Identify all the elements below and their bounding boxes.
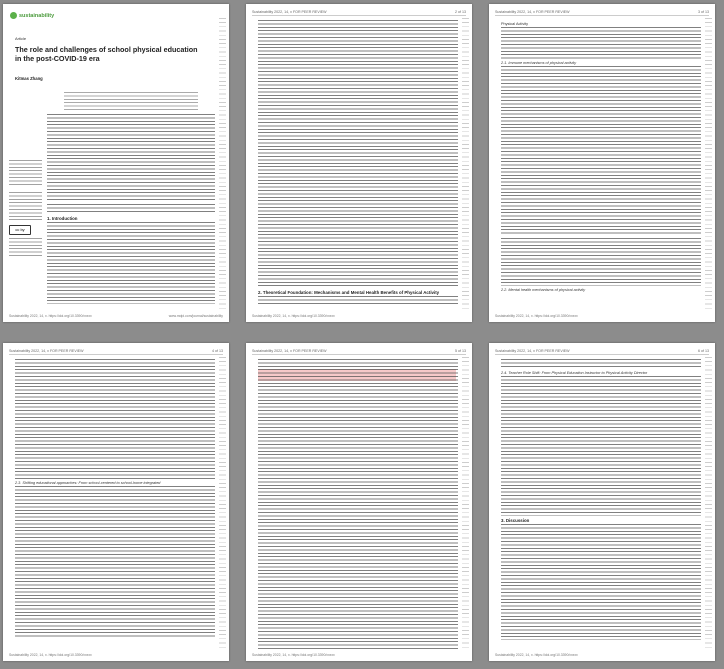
mental-health-subheading: 2.2. Mental health mechanisms of physical activity — [501, 288, 586, 292]
running-header — [495, 10, 709, 16]
body-text — [258, 296, 458, 304]
body-text — [15, 486, 215, 638]
article-title: The role and challenges of school physical education in the post-COVID-19 era — [15, 45, 198, 63]
page-5-body — [258, 359, 458, 649]
affiliation-lines — [64, 92, 198, 110]
body-text — [501, 524, 701, 640]
footer-citation: Sustainability 2022, 14, x. https://doi.org/10.3390/xxxxx — [252, 653, 335, 657]
document-page-3 — [489, 4, 715, 322]
running-header — [495, 349, 709, 355]
page-number: 2 of 13 — [455, 10, 466, 14]
footer-citation: Sustainability 2022, 14, x. https://doi.org/10.3390/xxxxx — [9, 653, 92, 657]
body-text — [501, 66, 701, 234]
footer-citation: Sustainability 2022, 14, x. https://doi.org/10.3390/xxxxx — [495, 314, 578, 318]
cc-license-badge: cc by — [9, 225, 31, 235]
body-text — [501, 238, 701, 286]
article-type-label: Article — [15, 36, 27, 41]
copyright-text — [9, 238, 42, 258]
running-header — [252, 349, 466, 355]
discussion-heading: 3. Discussion — [501, 518, 530, 523]
running-head-title: Sustainability 2022, 14, x FOR PEER REVIEW — [495, 349, 570, 353]
document-page-5 — [246, 343, 472, 661]
page-footer — [495, 653, 709, 657]
introduction-heading: 1. Introduction — [47, 216, 78, 221]
line-numbers — [705, 18, 712, 310]
body-text — [258, 20, 458, 288]
running-head-title: Sustainability 2022, 14, x FOR PEER REVIEW — [495, 10, 570, 14]
running-head-title: Sustainability 2022, 14, x FOR PEER REVIEW — [9, 349, 84, 353]
running-header — [9, 349, 223, 355]
introduction-text — [47, 222, 215, 304]
outside-school-subheading: 2.4. Teacher Role Shift: From Physical Education Instructor to Physical Activity Director — [501, 371, 648, 375]
document-page-1 — [3, 4, 229, 322]
line-numbers — [705, 357, 712, 649]
abstract-text — [47, 114, 215, 200]
page-3-body — [501, 20, 701, 310]
citation-text — [9, 160, 42, 186]
footer-citation: Sustainability 2022, 14, x. https://doi.org/10.3390/xxxxx — [9, 314, 92, 318]
line-numbers — [219, 357, 226, 649]
section-2-heading: 2. Theoretical Foundation: Mechanisms and Mental Health Benefits of Physical Activity — [258, 290, 440, 295]
page-footer — [252, 653, 466, 657]
citation-sidebar — [9, 160, 42, 258]
running-head-title: Sustainability 2022, 14, x FOR PEER REVIEW — [252, 349, 327, 353]
body-text — [501, 27, 701, 59]
journal-logo-text: sustainability — [19, 12, 55, 19]
page-number: 5 of 13 — [455, 349, 466, 353]
page-number: 6 of 13 — [698, 349, 709, 353]
document-page-2 — [246, 4, 472, 322]
keywords-text — [47, 204, 215, 214]
page-6-body — [501, 359, 701, 649]
page-number: 3 of 13 — [698, 10, 709, 14]
running-header — [252, 10, 466, 16]
journal-logo-icon — [10, 12, 17, 19]
page-footer — [252, 314, 466, 318]
page-4-body — [15, 359, 215, 649]
line-numbers — [219, 18, 226, 310]
reviews-subheading: 2.3. Shifting educational approaches: From school-centered to school-home integrated — [15, 481, 161, 485]
document-page-6 — [489, 343, 715, 661]
dates-text — [9, 192, 42, 222]
page-footer — [495, 314, 709, 318]
document-page-4 — [3, 343, 229, 661]
immune-subheading: 2.1. Immune mechanisms of physical activity — [501, 61, 577, 65]
page-2-body — [258, 20, 458, 310]
body-text — [15, 359, 215, 479]
affiliations-and-abstract — [47, 92, 215, 214]
body-text — [258, 359, 458, 649]
page-footer — [9, 653, 223, 657]
article-author: Kitmas Zhang — [15, 76, 43, 81]
footer-citation: Sustainability 2022, 14, x. https://doi.org/10.3390/xxxxx — [252, 314, 335, 318]
running-head-title: Sustainability 2022, 14, x FOR PEER REVIEW — [252, 10, 327, 14]
footer-website: www.mdpi.com/journal/sustainability — [168, 314, 223, 318]
body-text — [501, 359, 701, 369]
page-footer — [9, 314, 223, 318]
footer-citation: Sustainability 2022, 14, x. https://doi.org/10.3390/xxxxx — [495, 653, 578, 657]
page-number: 4 of 13 — [212, 349, 223, 353]
journal-logo — [10, 12, 54, 19]
body-text — [501, 376, 701, 516]
line-numbers — [462, 18, 469, 310]
introduction-block — [47, 214, 215, 304]
physical-activity-heading: Physical Activity — [501, 22, 529, 26]
line-numbers — [462, 357, 469, 649]
